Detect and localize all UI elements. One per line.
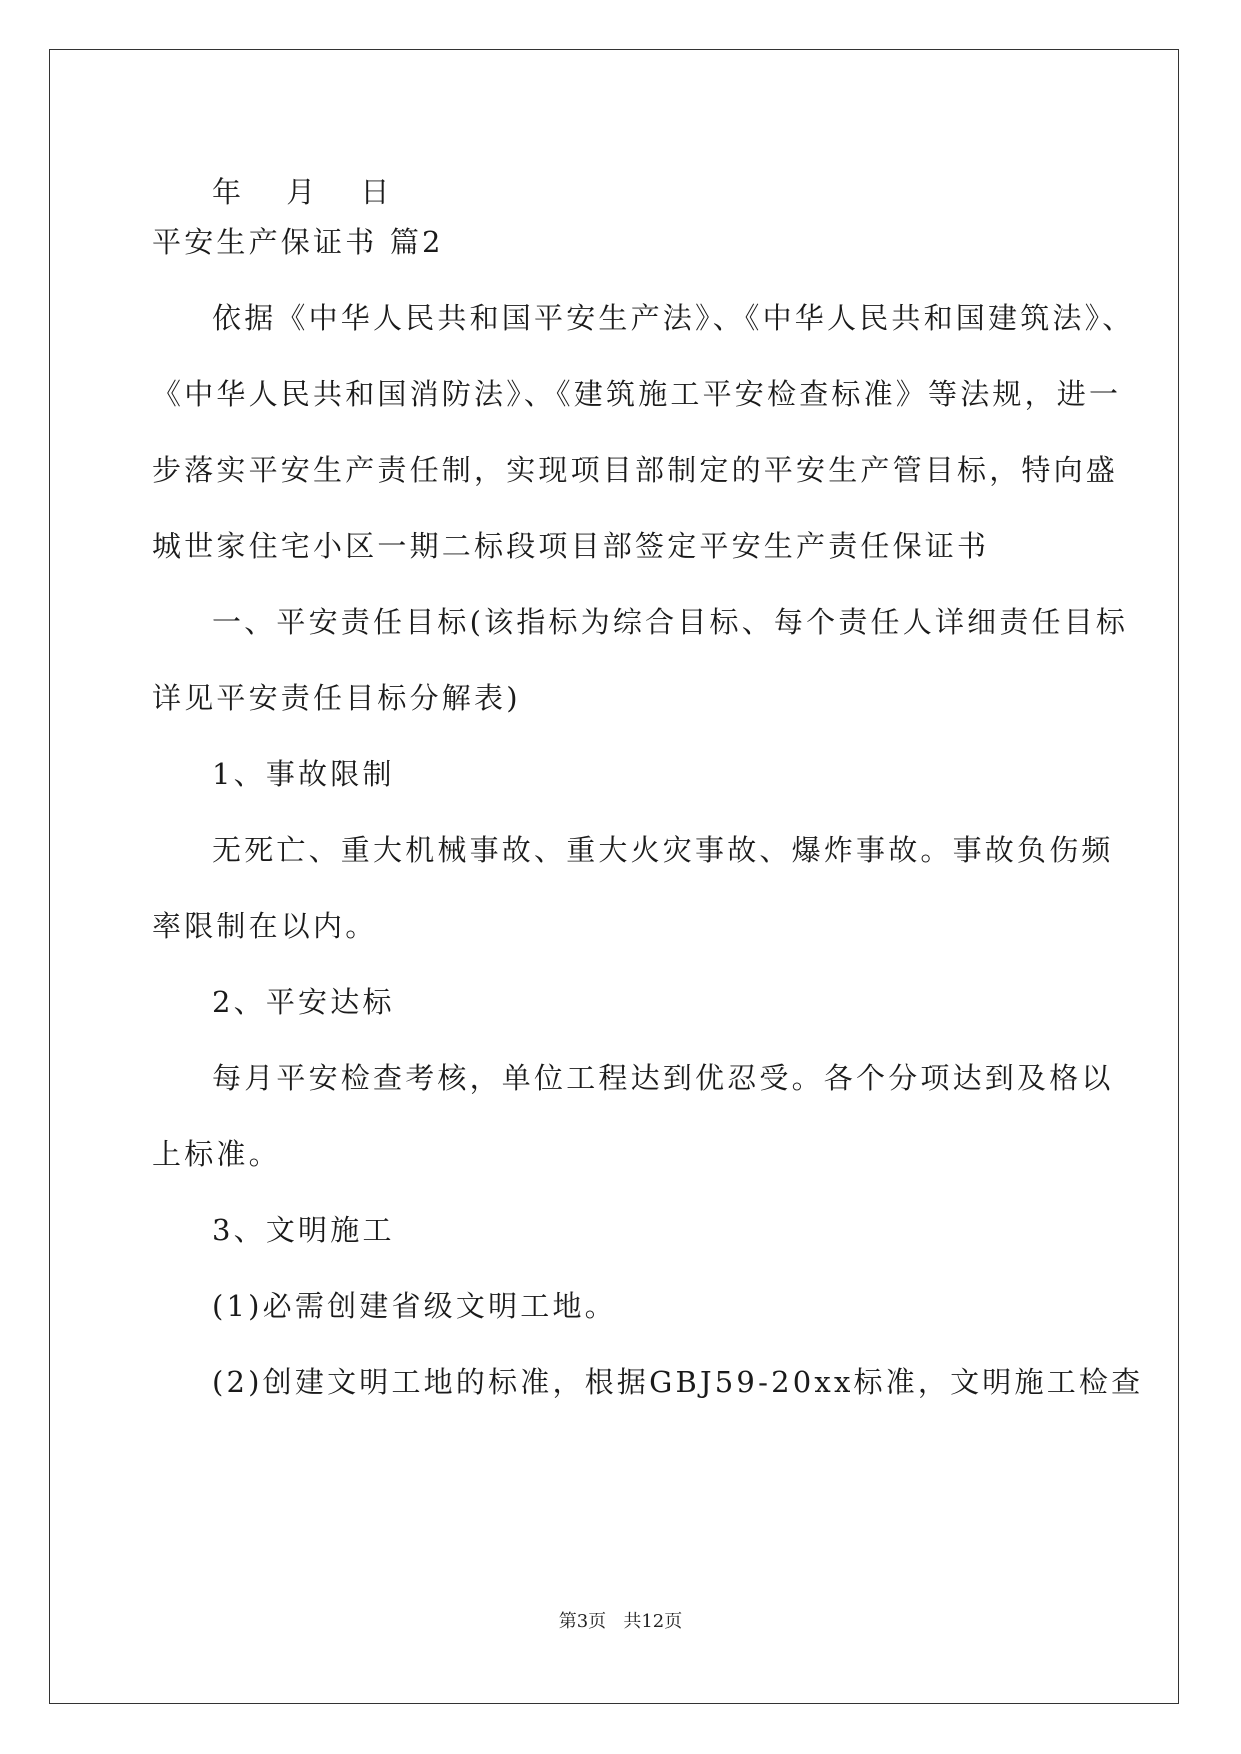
item-1-title: 1、事故限制 [212, 757, 395, 791]
item-3-sub-1: (1)必需创建省级文明工地。 [212, 1289, 617, 1323]
intro-line-2: 《中华人民共和国消防法》、《建筑施工平安检查标准》等法规，进一 [152, 377, 1122, 411]
item-2-title: 2、平安达标 [212, 985, 395, 1019]
section-title: 平安生产保证书 篇2 [152, 225, 444, 259]
intro-line-1: 依据《中华人民共和国平安生产法》、《中华人民共和国建筑法》、 [212, 301, 1135, 335]
item-3-title: 3、文明施工 [212, 1213, 395, 1247]
item-1-body-line-1: 无死亡、重大机械事故、重大火灾事故、爆炸事故。事故负伤频 [212, 833, 1114, 867]
heading-1-line-1: 一、平安责任目标(该指标为综合目标、每个责任人详细责任目标 [212, 605, 1129, 639]
page-footer [0, 1610, 1241, 1634]
page-number-label: 第3页 共12页 [558, 1611, 683, 1632]
item-2-body-line-1: 每月平安检查考核，单位工程达到优忍受。各个分项达到及格以 [212, 1061, 1114, 1095]
item-2-body-line-2: 上标准。 [152, 1137, 281, 1171]
item-1-body-line-2: 率限制在以内。 [152, 909, 378, 943]
heading-1-line-2: 详见平安责任目标分解表) [152, 681, 521, 715]
date-line: 年 月 日 [212, 175, 408, 209]
intro-line-3: 步落实平安生产责任制，实现项目部制定的平安生产管目标，特向盛 [152, 453, 1119, 487]
item-3-sub-2: (2)创建文明工地的标准，根据GBJ59-20xx标准，文明施工检查 [212, 1365, 1144, 1399]
intro-line-4: 城世家住宅小区一期二标段项目部签定平安生产责任保证书 [152, 529, 990, 563]
